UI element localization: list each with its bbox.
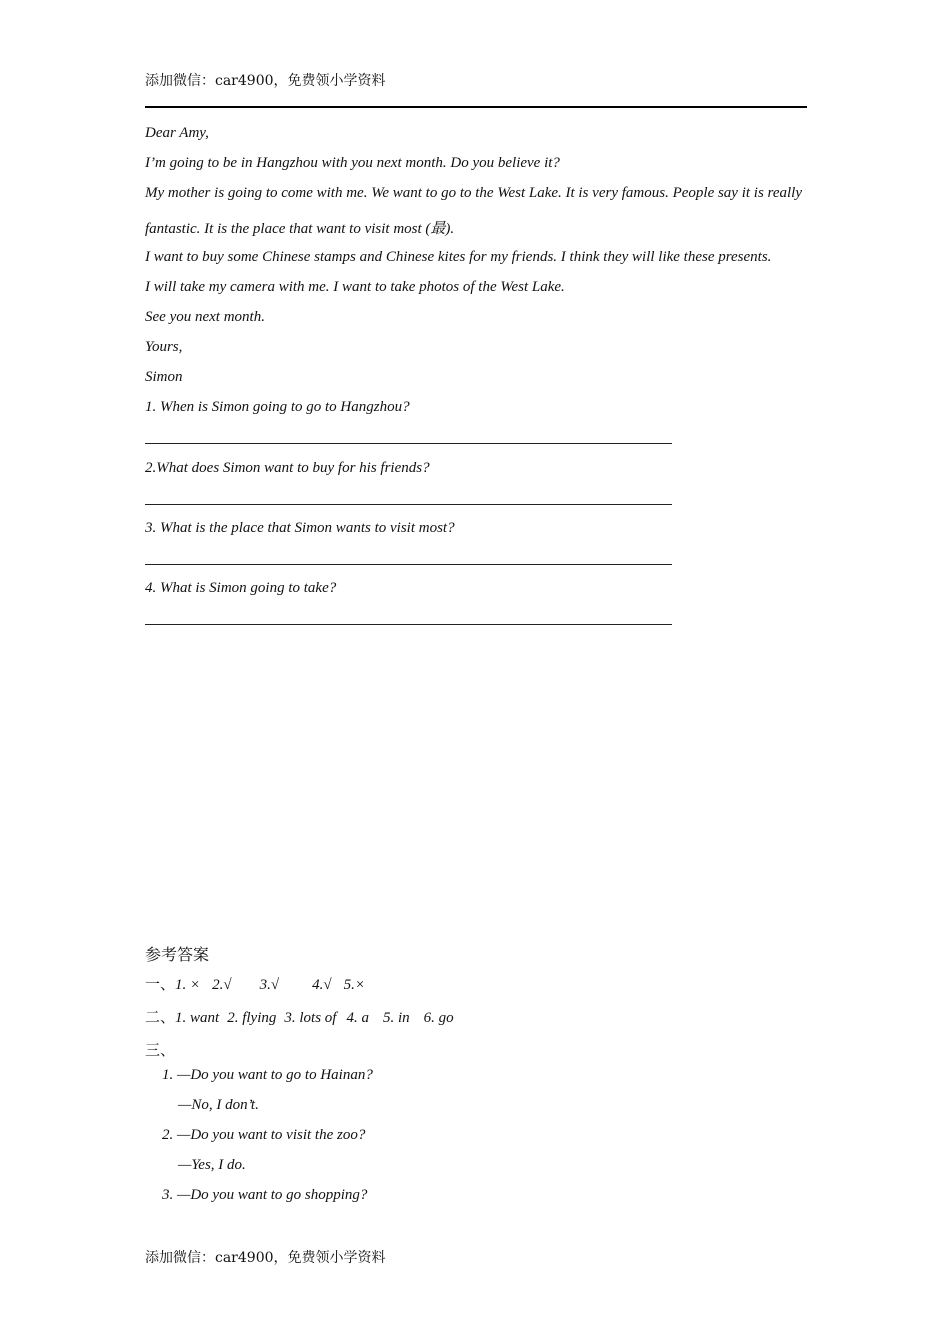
letter-paragraph-1: I’m going to be in Hangzhou with you next month. Do you believe it? (145, 155, 560, 171)
s1-item: 3.√ (259, 977, 280, 993)
letter-paragraph-3: I want to buy some Chinese stamps and Chinese kites for my friends. I think they will like these presents. (145, 249, 772, 265)
s3-line-3: 2. —Do you want to visit the zoo? (162, 1127, 366, 1143)
question-1: 1. When is Simon going to go to Hangzhou? (145, 399, 410, 415)
letter-signature: Simon (145, 369, 183, 385)
answer-line-4[interactable] (145, 624, 672, 625)
answer-section-1 (145, 973, 365, 994)
s1-item: 1. × (175, 977, 201, 993)
s3-line-4: —Yes, I do. (178, 1157, 246, 1173)
question-2: 2.What does Simon want to buy for his friends? (145, 460, 430, 476)
letter-paragraph-2a: My mother is going to come with me. We want to go to the West Lake. It is very famous. People say it is really (145, 185, 802, 201)
question-4: 4. What is Simon going to take? (145, 580, 337, 596)
answer-line-2[interactable] (145, 504, 672, 505)
question-3: 3. What is the place that Simon wants to visit most? (145, 520, 455, 536)
section-2-label: 二、 (145, 1008, 176, 1026)
letter-closing: Yours, (145, 339, 183, 355)
s1-item: 4.√ (312, 977, 332, 993)
s3-line-5: 3. —Do you want to go shopping? (162, 1187, 368, 1203)
s2-item: 5. in (382, 1010, 410, 1026)
section-1-label: 一、 (145, 975, 176, 993)
s1-item: 5.× (343, 977, 365, 993)
letter-paragraph-4: I will take my camera with me. I want to take photos of the West Lake. (145, 279, 565, 295)
answer-line-3[interactable] (145, 564, 672, 565)
s1-item: 2.√ (212, 977, 232, 993)
letter-greeting: Dear Amy, (145, 125, 209, 141)
page-footer: 添加微信：car4900，免费领小学资料 (145, 1250, 386, 1266)
section-3-label: 三、 (145, 1041, 176, 1059)
answer-key-title: 参考答案 (145, 945, 210, 964)
s2-item: 1. want (175, 1010, 220, 1026)
answer-line-1[interactable] (145, 443, 672, 444)
letter-paragraph-2b: fantastic. It is the place that want to visit most (最). (145, 221, 455, 237)
letter-paragraph-5: See you next month. (145, 309, 265, 325)
s2-item: 4. a (346, 1010, 369, 1026)
answer-section-2 (145, 1006, 454, 1027)
page-header: 添加微信：car4900，免费领小学资料 (145, 73, 386, 89)
s3-line-2: —No, I don’t. (178, 1097, 259, 1113)
header-divider (145, 106, 807, 108)
s2-item: 2. flying (227, 1010, 277, 1026)
s3-line-1: 1. —Do you want to go to Hainan? (162, 1067, 373, 1083)
s2-item: 3. lots of (284, 1010, 337, 1026)
s2-item: 6. go (423, 1010, 454, 1026)
